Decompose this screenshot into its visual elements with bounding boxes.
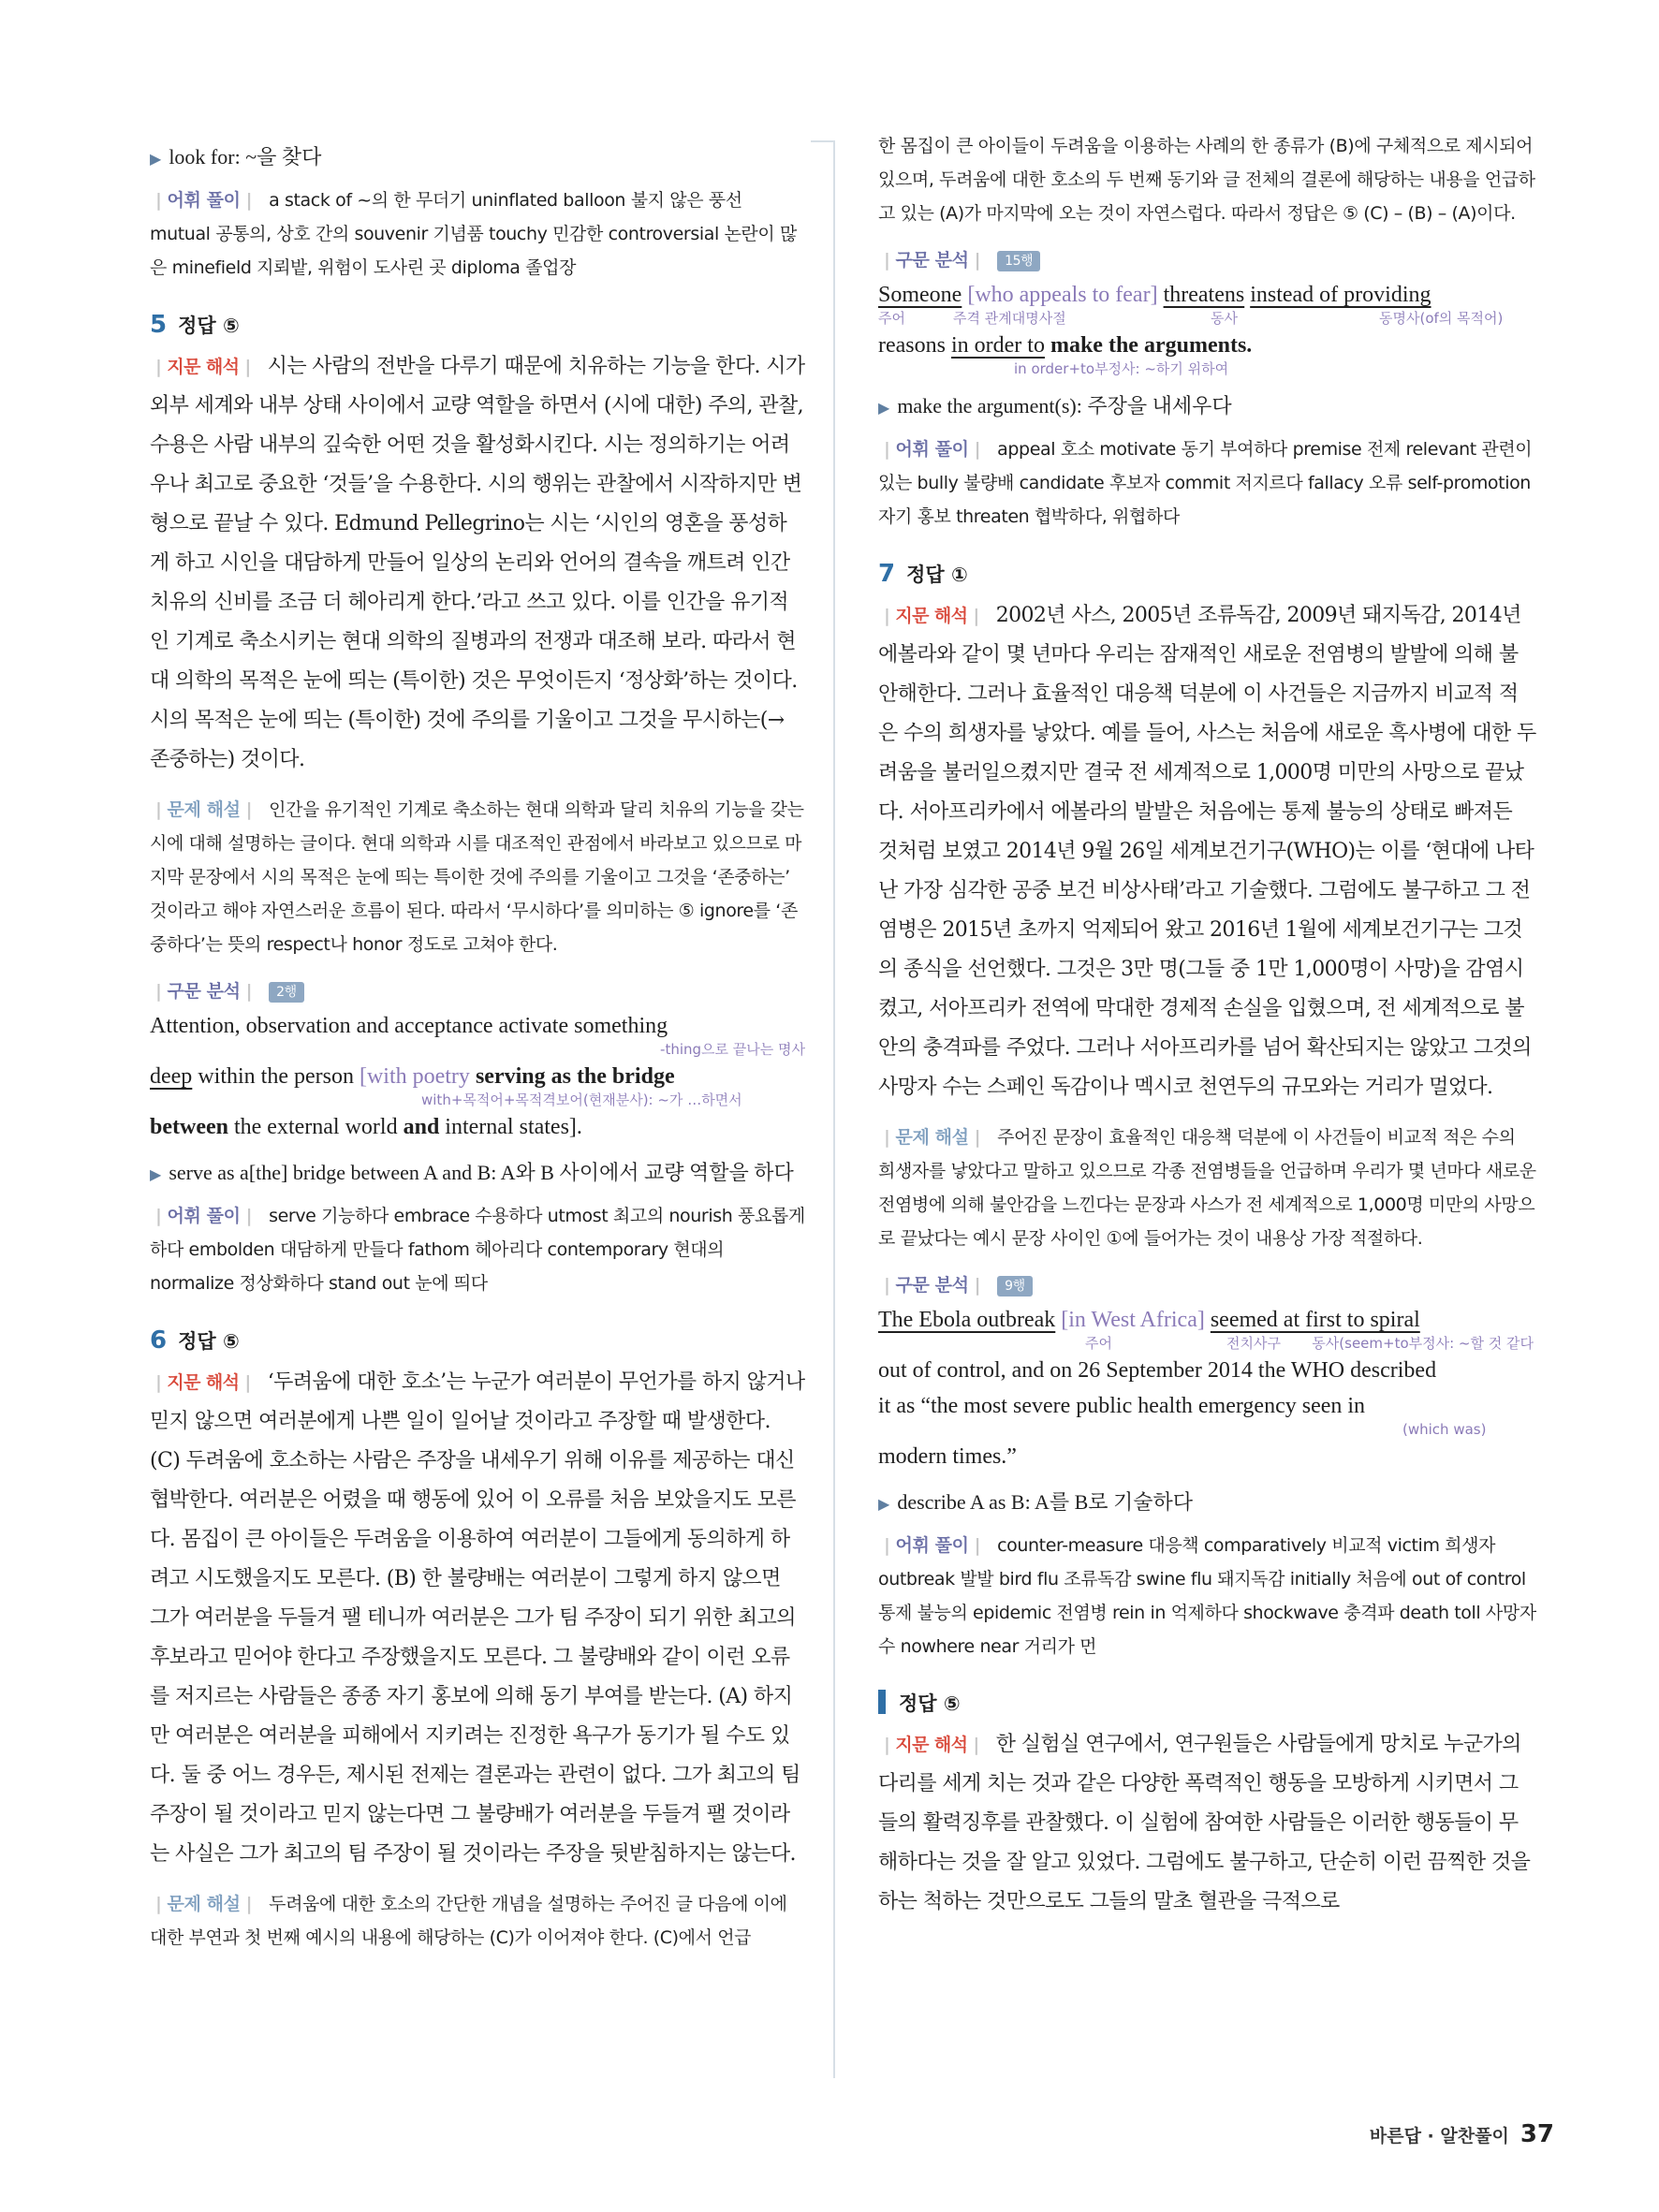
phrase-note: ▶ describe A as B: A를 B로 기술하다	[878, 1490, 1194, 1514]
syntax-tag: | 구문 분석 |	[155, 981, 253, 1002]
syntax-gloss: 주어 주격 관계대명사절 동사 동명사(of의 목적어)	[878, 310, 1504, 327]
triangle-icon: ▶	[878, 399, 890, 417]
vocab-tag: | 어휘 풀이 |	[884, 1535, 981, 1556]
page-number: 37	[1520, 2120, 1554, 2148]
vocab-tag: | 어휘 풀이 |	[155, 1206, 253, 1226]
syntax-line: deep within the person [with poetry serving as the bridge	[150, 1064, 675, 1089]
syntax-gloss: 주어 전치사구 동사(seem+to부정사: ~할 것 같다	[1085, 1335, 1534, 1352]
translation-tag: | 지문 해석 |	[884, 1735, 979, 1755]
syntax-heading-6	[878, 243, 1537, 277]
vocab-tag: | 어휘 풀이 |	[155, 190, 253, 211]
line-badge: 15행	[997, 251, 1040, 271]
phrase-note: ▶ look for: ~을 찾다	[150, 145, 322, 168]
vocab-section: | 어휘 풀이 | serve 기능하다 embrace 수용하다 utmost 최고의 nourish 풍요롭게 하다 embolden 대담하게 만들다 fathom 헤아리다 contemporary 현대의 normalize 정상화하다 stand out 눈에 띄다	[150, 1199, 805, 1300]
vocab-section: | 어휘 풀이 | a stack of ~의 한 무더기 uninflated balloon 불지 않은 풍선 mutual 공통의, 상호 간의 souvenir 기념품 touchy 민감한 controversial 논란이 많은 minefield 지뢰밭, 위험이 도사린 곳 diploma 졸업장	[150, 183, 805, 285]
translation-tag: | 지문 해석 |	[155, 1372, 251, 1393]
answer-heading-7: 7 정답 ①	[878, 560, 968, 588]
explanation-7: | 문제 해설 | 주어진 문장이 효율적인 대응책 덕분에 이 사건들이 비교적 적은 수의 희생자를 낳았다고 말하고 있으므로 각종 전염병들을 언급하며 우리가 몇 년마다 새로운 전염병에 의해 불안감을 느낀다는 문장과 사스가 전 세계적으로 1,000명 미만의 사망으로 끝났다는 예시 문장 사이인 ①에 들어가는 것이 내용상 가장 적절하다.	[878, 1121, 1537, 1255]
column-divider	[833, 140, 835, 2078]
page-footer	[1370, 2120, 1554, 2148]
syntax-line: it as “the most severe public health emergency seen in	[878, 1394, 1366, 1418]
syntax-gloss: -thing으로 끝나는 명사	[660, 1041, 805, 1058]
triangle-icon: ▶	[150, 150, 162, 168]
triangle-icon: ▶	[878, 1495, 890, 1513]
vocab-section: | 어휘 풀이 | counter-measure 대응책 comparatively 비교적 victim 희생자 outbreak 발발 bird flu 조류독감 swine flu 돼지독감 initially 처음에 out of control 통제 불능의 epidemic 전염병 rein in 억제하다 shockwave 충격파 death toll 사망자 수 nowhere near 거리가 먼	[878, 1529, 1537, 1663]
syntax-heading-5	[150, 974, 805, 1008]
answer-marker	[878, 1690, 886, 1714]
answer-heading-6: 6 정답 ⑤	[150, 1326, 240, 1355]
explanation-tag: | 문제 해설 |	[884, 1127, 981, 1148]
translation-tag: | 지문 해석 |	[155, 357, 251, 377]
explanation-tag: | 문제 해설 |	[155, 799, 253, 820]
line-badge: 9행	[997, 1276, 1033, 1296]
answer-heading-8: 정답 ⑤	[878, 1688, 1537, 1720]
syntax-analysis-7	[878, 1302, 1537, 1474]
syntax-line: out of control, and on 26 September 2014 the WHO described	[878, 1358, 1437, 1383]
explanation-6: | 문제 해설 | 두려움에 대한 호소의 간단한 개념을 설명하는 주어진 글 다음에 이에 대한 부연과 첫 번째 예시의 내용에 해당하는 (C)가 이어져야 한다. (C)에서 언급	[150, 1887, 805, 1955]
explanation-tag: | 문제 해설 |	[155, 1894, 253, 1914]
book-title: 바른답 · 알찬풀이	[1369, 2126, 1509, 2146]
translation-7: | 지문 해석 | 2002년 사스, 2005년 조류독감, 2009년 돼지독감, 2014년 에볼라와 같이 몇 년마다 우리는 잠재적인 새로운 전염병의 발발에 의해 불안해한다. 그러나 효율적인 대응책 덕분에 이 사건들은 지금까지 비교적 적은 수의 희생자를 낳았다. 예를 들어, 사스는 처음에 새로운 흑사병에 대한 두려움을 불러일으켰지만 결국 전 세계적으로 1,000명 미만의 사망으로 끝났다. 서아프리카에서 에볼라의 발발은 처음에는 통제 불능의 상태로 빠져든 것처럼 보였고 2014년 9월 26일 세계보건기구(WHO)는 이를 ‘현대에 나타난 가장 심각한 공중 보건 비상사태’라고 기술했다. 그럼에도 불구하고 그 전염병은 2015년 초까지 억제되어 왔고 2016년 1월에 세계보건기구는 그것의 종식을 선언했다. 그것은 3만 명(그들 중 1만 1,000명이 사망)을 감염시켰고, 서아프리카 전역에 막대한 경제적 손실을 입혔으며, 전 세계적으로 불안의 충격파를 주었다. 그러나 서아프리카를 넘어 확산되지는 않았고 그것의 사망자 수는 스페인 독감이나 멕시코 천연두의 규모와는 거리가 멀었다.	[878, 596, 1537, 1107]
translation-tag: | 지문 해석 |	[884, 606, 979, 626]
syntax-heading-7	[878, 1268, 1537, 1302]
syntax-line: Attention, observation and acceptance activate something	[150, 1014, 668, 1038]
syntax-gloss: in order+to부정사: ~하기 위하여	[1014, 360, 1229, 377]
syntax-tag: | 구문 분석 |	[884, 1275, 981, 1296]
syntax-analysis-6	[878, 277, 1537, 378]
answer-heading-5: 5 정답 ⑤	[150, 311, 240, 339]
syntax-gloss: (which was)	[1402, 1421, 1487, 1438]
vocab-tag: | 어휘 풀이 |	[884, 439, 981, 460]
triangle-icon: ▶	[150, 1165, 162, 1183]
left-column	[150, 129, 805, 1955]
syntax-line: Someone [who appeals to fear] threatens instead of providing	[878, 283, 1431, 307]
phrase-note: ▶ serve as a[the] bridge between A and B: A와 B 사이에서 교량 역할을 하다	[150, 1161, 794, 1184]
syntax-line: reasons in order to make the arguments.	[878, 333, 1253, 358]
line-badge: 2행	[269, 982, 304, 1003]
explanation-6-continued: 한 몸집이 큰 아이들이 두려움을 이용하는 사례의 한 종류가 (B)에 구체적으로 제시되어 있으며, 두려움에 대한 호소의 두 번째 동기와 글 전체의 결론에 해당하는 내용을 언급하고 있는 (A)가 마지막에 오는 것이 자연스럽다. 따라서 정답은 ⑤ (C) – (B) – (A)이다.	[878, 136, 1535, 224]
right-column	[878, 129, 1537, 1922]
vocab-section: | 어휘 풀이 | appeal 호소 motivate 동기 부여하다 premise 전제 relevant 관련이 있는 bully 불량배 candidate 후보자 commit 저지르다 fallacy 오류 self-promotion 자기 홍보 threaten 협박하다, 위협하다	[878, 432, 1537, 534]
syntax-analysis-5	[150, 1008, 805, 1145]
translation-5: | 지문 해석 | 시는 사람의 전반을 다루기 때문에 치유하는 기능을 한다. 시가 외부 세계와 내부 상태 사이에서 교량 역할을 하면서 (시에 대한) 주의, 관찰, 수용은 사람 내부의 깊숙한 어떤 것을 활성화시킨다. 시는 정의하기는 어려우나 최고로 중요한 ‘것들’을 수용한다. 시의 행위는 관찰에서 시작하지만 변형으로 끝날 수 있다. Edmund Pellegrino는 시는 ‘시인의 영혼을 풍성하게 하고 시인을 대담하게 만들어 일상의 논리와 언어의 결속을 깨트려 인간 치유의 신비를 조금 더 헤아리게 한다.’라고 쓰고 있다. 이를 인간을 유기적인 기계로 축소시키는 현대 의학의 질병과의 전쟁과 대조해 보라. 따라서 현대 의학의 목적은 눈에 띄는 (특이한) 것은 무엇이든지 ‘정상화’하는 것이다. 시의 목적은 눈에 띄는 (특이한) 것에 주의를 기울이고 그것을 무시하는(→ 존중하는) 것이다.	[150, 347, 805, 780]
syntax-line: between the external world and internal states].	[150, 1115, 582, 1139]
column-divider-cap	[811, 140, 835, 142]
syntax-tag: | 구문 분석 |	[884, 250, 981, 271]
translation-6: | 지문 해석 | ‘두려움에 대한 호소’는 누군가 여러분이 무언가를 하지 않거나 믿지 않으면 여러분에게 나쁜 일이 일어날 것이라고 주장할 때 발생한다. (C) 두려움에 호소하는 사람은 주장을 내세우기 위해 이유를 제공하는 대신 협박한다. 여러분은 어렸을 때 행동에 있어 이 오류를 처음 보았을지도 모른다. 몸집이 큰 아이들은 두려움을 이용하여 여러분이 그들에게 동의하게 하려고 시도했을지도 모른다. (B) 한 불량배는 여러분이 그렇게 하지 않으면 그가 여러분을 두들겨 팰 테니까 여러분은 그가 팀 주장이 되기 위한 최고의 후보라고 믿어야 한다고 주장했을지도 모른다. 그 불량배와 같이 이런 오류를 저지르는 사람들은 종종 자기 홍보에 의해 동기 부여를 받는다. (A) 하지만 여러분은 여러분을 피해에서 지키려는 진정한 욕구가 동기가 될 수도 있다. 둘 중 어느 경우든, 제시된 전제는 결론과는 관련이 없다. 그가 최고의 팀 주장이 될 것이라고 믿지 않는다면 그 불량배가 여러분을 두들겨 팰 것이라는 사실은 그가 최고의 팀 주장이 될 것이라는 주장을 뒷받침하지는 않는다.	[150, 1363, 805, 1874]
syntax-gloss: with+목적어+목적격보어(현재분사): ~가 …하면서	[421, 1091, 742, 1108]
phrase-note: ▶ make the argument(s): 주장을 내세우다	[878, 394, 1232, 417]
syntax-line: modern times.”	[878, 1444, 1017, 1469]
explanation-5: | 문제 해설 | 인간을 유기적인 기계로 축소하는 현대 의학과 달리 치유의 기능을 갖는 시에 대해 설명하는 글이다. 현대 의학과 시를 대조적인 관점에서 바라보고 있으므로 마지막 문장에서 시의 목적은 눈에 띄는 특이한 것에 주의를 기울이고 그것을 ‘존중하는’ 것이라고 해야 자연스러운 흐름이 된다. 따라서 ‘무시하다’를 의미하는 ⑤ ignore를 ‘존중하다’는 뜻의 respect나 honor 정도로 고쳐야 한다.	[150, 793, 805, 961]
translation-8: | 지문 해석 | 한 실험실 연구에서, 연구원들은 사람들에게 망치로 누군가의 다리를 세게 치는 것과 같은 다양한 폭력적인 행동을 모방하게 시키면서 그들의 활력징후를 관찰했다. 이 실험에 참여한 사람들은 이러한 행동들이 무해하다는 것을 잘 알고 있었다. 그럼에도 불구하고, 단순히 이런 끔찍한 것을 하는 척하는 것만으로도 그들의 말초 혈관을 극적으로	[878, 1725, 1537, 1922]
syntax-line: The Ebola outbreak [in West Africa] seemed at first to spiral	[878, 1308, 1420, 1332]
